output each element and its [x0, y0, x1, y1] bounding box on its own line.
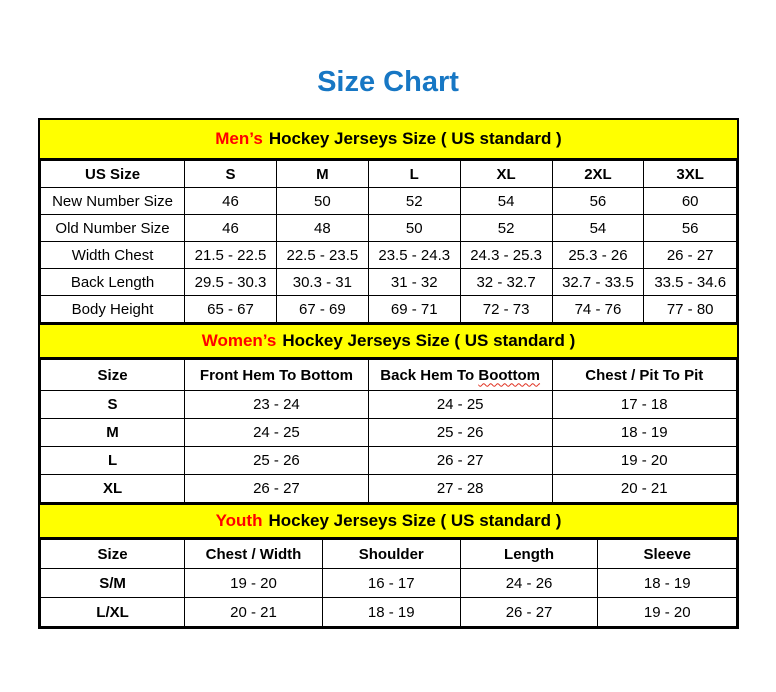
mens-table-row [41, 269, 737, 296]
mens-size-value: 56 [644, 215, 737, 242]
womens-header-row [41, 360, 737, 391]
womens-table-row [41, 475, 737, 503]
mens-size-value: 65 - 67 [185, 296, 277, 323]
mens-table-row [41, 242, 737, 269]
mens-row-label: Width Chest [41, 242, 185, 269]
womens-column-header: Front Hem To Bottom [185, 360, 369, 391]
mens-size-value: 33.5 - 34.6 [644, 269, 737, 296]
womens-row-label: M [41, 419, 185, 447]
youth-size-value: 20 - 21 [185, 598, 323, 627]
youth-banner-text: Hockey Jerseys Size ( US standard ) [268, 511, 562, 530]
womens-row-label: S [41, 391, 185, 419]
mens-size-value: 54 [460, 188, 552, 215]
womens-size-value: 25 - 26 [185, 447, 369, 475]
womens-size-value: 25 - 26 [368, 419, 552, 447]
mens-size-value: 23.5 - 24.3 [368, 242, 460, 269]
mens-size-value: 74 - 76 [552, 296, 644, 323]
mens-size-value: 69 - 71 [368, 296, 460, 323]
mens-column-header: 3XL [644, 161, 737, 188]
mens-size-value: 26 - 27 [644, 242, 737, 269]
youth-column-header: Length [460, 540, 598, 569]
mens-row-label: New Number Size [41, 188, 185, 215]
mens-row-label: Old Number Size [41, 215, 185, 242]
mens-size-value: 50 [276, 188, 368, 215]
size-chart-container [38, 118, 739, 629]
womens-row-label: L [41, 447, 185, 475]
youth-size-table [40, 539, 737, 627]
misspelled-word-squiggle: Boottom [478, 366, 541, 384]
mens-size-value: 52 [460, 215, 552, 242]
womens-table-row [41, 419, 737, 447]
mens-banner-highlight: Men’s [215, 129, 263, 148]
womens-size-value: 27 - 28 [368, 475, 552, 503]
mens-table-row [41, 215, 737, 242]
womens-size-value: 26 - 27 [368, 447, 552, 475]
mens-size-value: 72 - 73 [460, 296, 552, 323]
womens-size-value: 26 - 27 [185, 475, 369, 503]
mens-size-value: 54 [552, 215, 644, 242]
womens-table-row [41, 391, 737, 419]
mens-size-value: 48 [276, 215, 368, 242]
mens-size-value: 50 [368, 215, 460, 242]
mens-size-value: 31 - 32 [368, 269, 460, 296]
mens-size-value: 32 - 32.7 [460, 269, 552, 296]
youth-section-banner [40, 503, 737, 539]
womens-size-value: 19 - 20 [552, 447, 736, 475]
womens-column-header: Chest / Pit To Pit [552, 360, 736, 391]
mens-size-value: 22.5 - 23.5 [276, 242, 368, 269]
mens-size-value: 32.7 - 33.5 [552, 269, 644, 296]
youth-banner-highlight: Youth [215, 511, 263, 530]
mens-size-value: 21.5 - 22.5 [185, 242, 277, 269]
womens-size-value: 18 - 19 [552, 419, 736, 447]
youth-size-value: 18 - 19 [322, 598, 460, 627]
mens-section-banner [40, 120, 737, 160]
mens-size-value: 56 [552, 188, 644, 215]
mens-size-value: 52 [368, 188, 460, 215]
youth-size-value: 19 - 20 [185, 569, 323, 598]
mens-size-value: 67 - 69 [276, 296, 368, 323]
womens-column-header: Back Hem To Boottom [368, 360, 552, 391]
youth-size-value: 24 - 26 [460, 569, 598, 598]
youth-size-value: 16 - 17 [322, 569, 460, 598]
youth-column-header: Size [41, 540, 185, 569]
youth-header-row [41, 540, 737, 569]
mens-size-value: 46 [185, 215, 277, 242]
womens-size-value: 23 - 24 [185, 391, 369, 419]
womens-row-label: XL [41, 475, 185, 503]
womens-size-table [40, 359, 737, 503]
mens-row-label: Body Height [41, 296, 185, 323]
youth-row-label: L/XL [41, 598, 185, 627]
youth-size-value: 18 - 19 [598, 569, 737, 598]
mens-size-value: 24.3 - 25.3 [460, 242, 552, 269]
mens-size-value: 25.3 - 26 [552, 242, 644, 269]
womens-column-header: Size [41, 360, 185, 391]
womens-banner-text: Hockey Jerseys Size ( US standard ) [282, 331, 576, 350]
womens-size-value: 17 - 18 [552, 391, 736, 419]
mens-column-header: 2XL [552, 161, 644, 188]
mens-row-label: Back Length [41, 269, 185, 296]
mens-column-header: S [185, 161, 277, 188]
size-chart-page [0, 66, 776, 629]
mens-size-value: 29.5 - 30.3 [185, 269, 277, 296]
mens-table-row [41, 188, 737, 215]
youth-row-label: S/M [41, 569, 185, 598]
youth-column-header: Chest / Width [185, 540, 323, 569]
mens-banner-text: Hockey Jerseys Size ( US standard ) [268, 129, 562, 148]
mens-size-value: 46 [185, 188, 277, 215]
womens-table-row [41, 447, 737, 475]
mens-header-row [41, 161, 737, 188]
mens-column-header: M [276, 161, 368, 188]
youth-table-row [41, 598, 737, 627]
womens-size-value: 20 - 21 [552, 475, 736, 503]
mens-size-table [40, 160, 737, 323]
mens-table-row [41, 296, 737, 323]
womens-banner-highlight: Women’s [201, 331, 277, 350]
womens-size-value: 24 - 25 [185, 419, 369, 447]
youth-size-value: 26 - 27 [460, 598, 598, 627]
youth-column-header: Sleeve [598, 540, 737, 569]
page-title: Size Chart [317, 66, 459, 98]
youth-table-row [41, 569, 737, 598]
mens-size-value: 60 [644, 188, 737, 215]
womens-size-value: 24 - 25 [368, 391, 552, 419]
mens-column-header: XL [460, 161, 552, 188]
mens-column-header: US Size [41, 161, 185, 188]
youth-column-header: Shoulder [322, 540, 460, 569]
mens-size-value: 30.3 - 31 [276, 269, 368, 296]
mens-size-value: 77 - 80 [644, 296, 737, 323]
womens-section-banner [40, 323, 737, 359]
mens-column-header: L [368, 161, 460, 188]
youth-size-value: 19 - 20 [598, 598, 737, 627]
